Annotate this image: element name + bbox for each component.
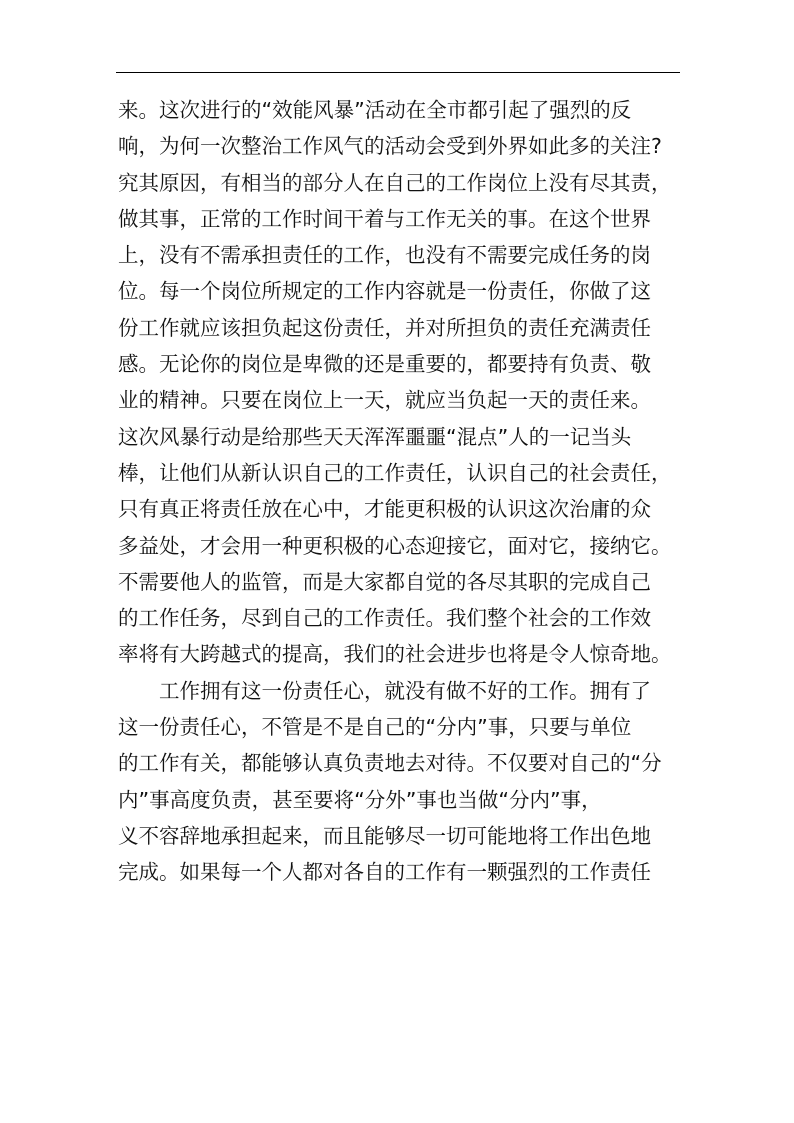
text-line: 来。这次进行的“效能风暴”活动在全市都引起了强烈的反 [118, 98, 632, 122]
text-line: 业的精神。只要在岗位上一天，就应当负起一天的责任来。 [118, 388, 651, 413]
text-line: 完成。如果每一个人都对各自的工作有一颗强烈的工作责任 [118, 860, 651, 885]
text-line: 内”事高度负责，甚至要将“分外”事也当做“分内”事， [118, 787, 602, 812]
text-line: 不需要他人的监管，而是大家都自觉的各尽其职的完成自己 [118, 569, 651, 594]
text-line: 只有真正将责任放在心中，才能更积极的认识这次治庸的众 [118, 497, 651, 522]
text-line: 义不容辞地承担起来，而且能够尽一切可能地将工作出色地 [118, 823, 651, 848]
paragraph-start-line: 工作拥有这一份责任心，就没有做不好的工作。拥有了 [159, 678, 651, 703]
text-line: 多益处，才会用一种更积极的心态迎接它，面对它，接纳它。 [118, 533, 672, 558]
text-line: 这次风暴行动是给那些天天浑浑噩噩“混点”人的一记当头 [118, 424, 632, 449]
text-line: 位。每一个岗位所规定的工作内容就是一份责任，你做了这 [118, 279, 651, 304]
text-line: 响，为何一次整治工作风气的活动会受到外界如此多的关注? [118, 134, 662, 159]
text-line: 棒，让他们从新认识自己的工作责任，认识自己的社会责任， [118, 460, 672, 485]
text-line: 份工作就应该担负起这份责任，并对所担负的责任充满责任 [118, 315, 651, 340]
text-line: 的工作有关，都能够认真负责地去对待。不仅要对自己的“分 [118, 751, 662, 776]
text-line: 上，没有不需承担责任的工作，也没有不需要完成任务的岗 [118, 243, 651, 268]
text-line: 这一份责任心，不管是不是自己的“分内”事，只要与单位 [118, 715, 632, 740]
text-line: 感。无论你的岗位是卑微的还是重要的，都要持有负责、敬 [118, 352, 651, 377]
text-line: 的工作任务，尽到自己的工作责任。我们整个社会的工作效 [118, 606, 651, 631]
text-line: 做其事，正常的工作时间干着与工作无关的事。在这个世界 [118, 206, 651, 231]
text-line: 究其原因，有相当的部分人在自己的工作岗位上没有尽其责， [118, 170, 672, 195]
body-text [118, 92, 698, 891]
text-line: 率将有大跨越式的提高，我们的社会进步也将是令人惊奇地。 [118, 642, 672, 667]
header-rule [116, 72, 680, 73]
